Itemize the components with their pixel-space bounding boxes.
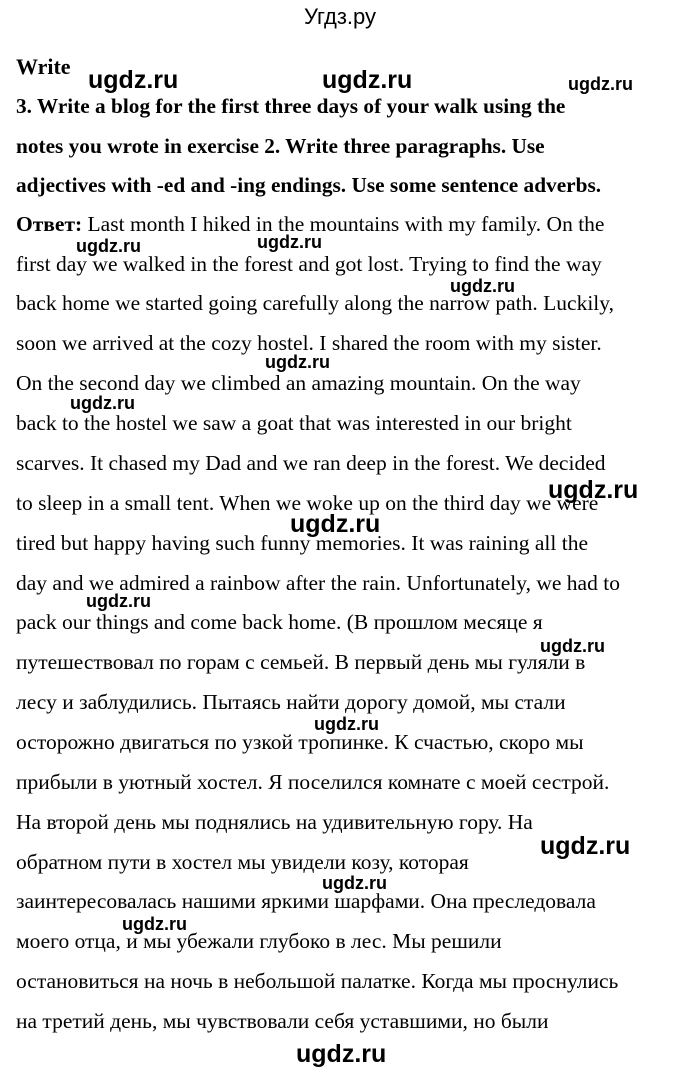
- answer-line: прибыли в уютный хостел. Я поселился комнате с моей сестрой.: [16, 770, 610, 794]
- answer-line: обратном пути в хостел мы увидели козу, которая: [16, 850, 469, 874]
- watermark: ugdz.ru: [257, 232, 322, 252]
- answer-line: на третий день, мы чувствовали себя уставшими, но были: [16, 1009, 549, 1033]
- answer-line: заинтересовалась нашими яркими шарфами. Она преследовала: [16, 889, 596, 913]
- watermark: ugdz.ru: [70, 393, 135, 413]
- watermark: ugdz.ru: [88, 66, 179, 94]
- watermark: ugdz.ru: [76, 236, 141, 256]
- watermark: ugdz.ru: [450, 276, 515, 296]
- watermark: ugdz.ru: [540, 636, 605, 656]
- watermark: ugdz.ru: [265, 352, 330, 372]
- answer-line: На второй день мы поднялись на удивительную гору. На: [16, 810, 533, 834]
- answer-line: осторожно двигаться по узкой тропинке. К счастью, скоро мы: [16, 730, 584, 754]
- answer-line: to sleep in a small tent. When we woke up on the third day we were: [16, 491, 599, 515]
- answer-line: soon we arrived at the cozy hostel. I shared the room with my sister.: [16, 331, 602, 355]
- answer-line: pack our things and come back home. (В прошлом месяце я: [16, 610, 543, 634]
- watermark: ugdz.ru: [548, 476, 639, 504]
- answer-line: лесу и заблудились. Пытаясь найти дорогу домой, мы стали: [16, 690, 566, 714]
- watermark: ugdz.ru: [322, 873, 387, 893]
- answer-label: Ответ:: [16, 212, 83, 236]
- answer-line: day and we admired a rainbow after the rain. Unfortunately, we had to: [16, 571, 620, 595]
- answer-line: first day we walked in the forest and got lost. Trying to find the way: [16, 252, 602, 276]
- watermark: ugdz.ru: [86, 591, 151, 611]
- watermark: ugdz.ru: [296, 1040, 387, 1068]
- site-header: Угдз.ру: [303, 4, 377, 29]
- task-line: notes you wrote in exercise 2. Write three paragraphs. Use: [16, 134, 545, 158]
- answer-line: путешествовал по горам с семьей. В первый день мы гуляли в: [16, 650, 586, 674]
- watermark: ugdz.ru: [322, 66, 413, 94]
- watermark: ugdz.ru: [122, 914, 187, 934]
- section-label: Write: [16, 54, 71, 79]
- watermark: ugdz.ru: [540, 832, 631, 860]
- answer-line: On the second day we climbed an amazing mountain. On the way: [16, 371, 581, 395]
- answer-line: back to the hostel we saw a goat that was interested in our bright: [16, 411, 572, 435]
- task-line: 3. Write a blog for the first three days of your walk using the: [16, 94, 566, 118]
- answer-line: tired but happy having such funny memories. It was raining all the: [16, 531, 589, 555]
- watermark: ugdz.ru: [568, 74, 633, 94]
- answer-line: Last month I hiked in the mountains with my family. On the: [82, 212, 605, 236]
- task-line: adjectives with -ed and -ing endings. Use some sentence adverbs.: [16, 173, 602, 197]
- answer-line: остановиться на ночь в небольшой палатке. Когда мы проснулись: [16, 969, 619, 993]
- watermark: ugdz.ru: [314, 714, 379, 734]
- watermark: ugdz.ru: [290, 510, 381, 538]
- answer-line: back home we started going carefully along the narrow path. Luckily,: [16, 291, 615, 315]
- answer-line: моего отца, и мы убежали глубоко в лес. Мы решили: [16, 929, 502, 953]
- answer-line: scarves. It chased my Dad and we ran deep in the forest. We decided: [16, 451, 606, 475]
